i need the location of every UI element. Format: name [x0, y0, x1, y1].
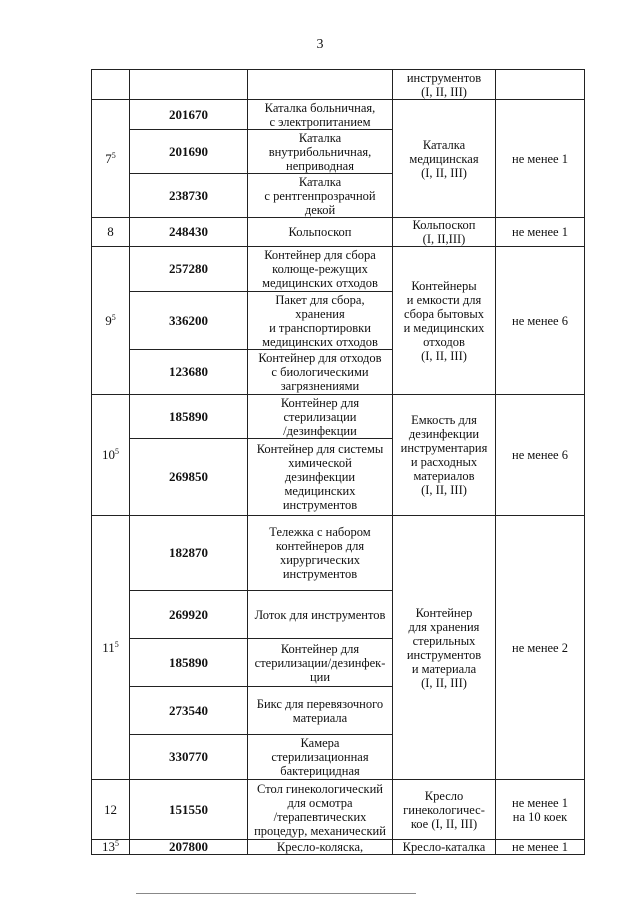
- item-code: 201670: [130, 100, 248, 130]
- table-row: [92, 247, 585, 292]
- item-name: Тележка с набором контейнеров для хирургических инструментов: [248, 516, 393, 591]
- item-name: Контейнер для отходов с биологическими загрязнениями: [248, 350, 393, 395]
- table-row: [92, 395, 585, 439]
- item-name: Бикс для перевязочного материала: [248, 687, 393, 735]
- item-code: 269920: [130, 591, 248, 639]
- item-code: [130, 70, 248, 100]
- item-code: 238730: [130, 174, 248, 218]
- table-row: [92, 70, 585, 100]
- quantity: не менее 6: [496, 395, 585, 516]
- row-number: $11^5$: [92, 516, 130, 780]
- row-number: [92, 70, 130, 100]
- page-number: 3: [316, 37, 324, 52]
- item-name: Кольпоскоп: [248, 218, 393, 247]
- category-name: Емкость для дезинфекции инструментария и расходных материалов (I, II, III): [393, 395, 496, 516]
- item-name: Кресло-коляска,: [248, 840, 393, 855]
- quantity: не менее 2: [496, 516, 585, 780]
- item-name: Каталка внутрибольничная, неприводная: [248, 130, 393, 174]
- quantity: не менее 1: [496, 100, 585, 218]
- item-name: Каталка с рентгенпрозрачной декой: [248, 174, 393, 218]
- table-row: [92, 840, 585, 855]
- row-number: 12: [92, 780, 130, 840]
- table-row: [92, 100, 585, 130]
- category-name: Контейнеры и емкости для сбора бытовых и медицинских отходов (I, II, III): [393, 247, 496, 395]
- item-code: 185890: [130, 395, 248, 439]
- item-code: 123680: [130, 350, 248, 395]
- item-name: [248, 70, 393, 100]
- category-name: Кольпоскоп (I, II,III): [393, 218, 496, 247]
- category-name: Кресло гинекологичес- кое (I, II, III): [393, 780, 496, 840]
- item-code: 182870: [130, 516, 248, 591]
- row-number: 8: [92, 218, 130, 247]
- item-name: Стол гинекологический для осмотра /терапевтических процедур, механический: [248, 780, 393, 840]
- item-code: 248430: [130, 218, 248, 247]
- item-code: 201690: [130, 130, 248, 174]
- quantity: не менее 6: [496, 247, 585, 395]
- item-name: Лоток для инструментов: [248, 591, 393, 639]
- item-code: 273540: [130, 687, 248, 735]
- quantity: не менее 1: [496, 218, 585, 247]
- row-number: $13^5$: [92, 840, 130, 855]
- table-row: [92, 218, 585, 247]
- item-code: 185890: [130, 639, 248, 687]
- item-code: 257280: [130, 247, 248, 292]
- quantity: [496, 70, 585, 100]
- item-code: 207800: [130, 840, 248, 855]
- table-row: [92, 516, 585, 591]
- category-name: Кресло-каталка: [393, 840, 496, 855]
- item-name: Контейнер для сбора колюще-режущих медицинских отходов: [248, 247, 393, 292]
- equipment-table: [91, 69, 585, 855]
- category-name: Контейнер для хранения стерильных инструментов и материала (I, II, III): [393, 516, 496, 780]
- item-code: 336200: [130, 292, 248, 350]
- item-code: 330770: [130, 735, 248, 780]
- item-name: Контейнер для системы химической дезинфекции медицинских инструментов: [248, 439, 393, 516]
- item-name: Каталка больничная, с электропитанием: [248, 100, 393, 130]
- category-name: Каталка медицинская (I, II, III): [393, 100, 496, 218]
- item-name: Контейнер для стерилизации/дезинфек- ции: [248, 639, 393, 687]
- item-code: 151550: [130, 780, 248, 840]
- item-name: Пакет для сбора, хранения и транспортировки медицинских отходов: [248, 292, 393, 350]
- category-name: инструментов (I, II, III): [393, 70, 496, 100]
- row-number: $10^5$: [92, 395, 130, 516]
- item-name: Контейнер для стерилизации /дезинфекции: [248, 395, 393, 439]
- row-number: $9^5$: [92, 247, 130, 395]
- quantity: не менее 1: [496, 840, 585, 855]
- page-bottom-rule: [136, 893, 416, 894]
- item-code: 269850: [130, 439, 248, 516]
- table-row: [92, 780, 585, 840]
- quantity: не менее 1 на 10 коек: [496, 780, 585, 840]
- item-name: Камера стерилизационная бактерицидная: [248, 735, 393, 780]
- row-number: $7^5$: [92, 100, 130, 218]
